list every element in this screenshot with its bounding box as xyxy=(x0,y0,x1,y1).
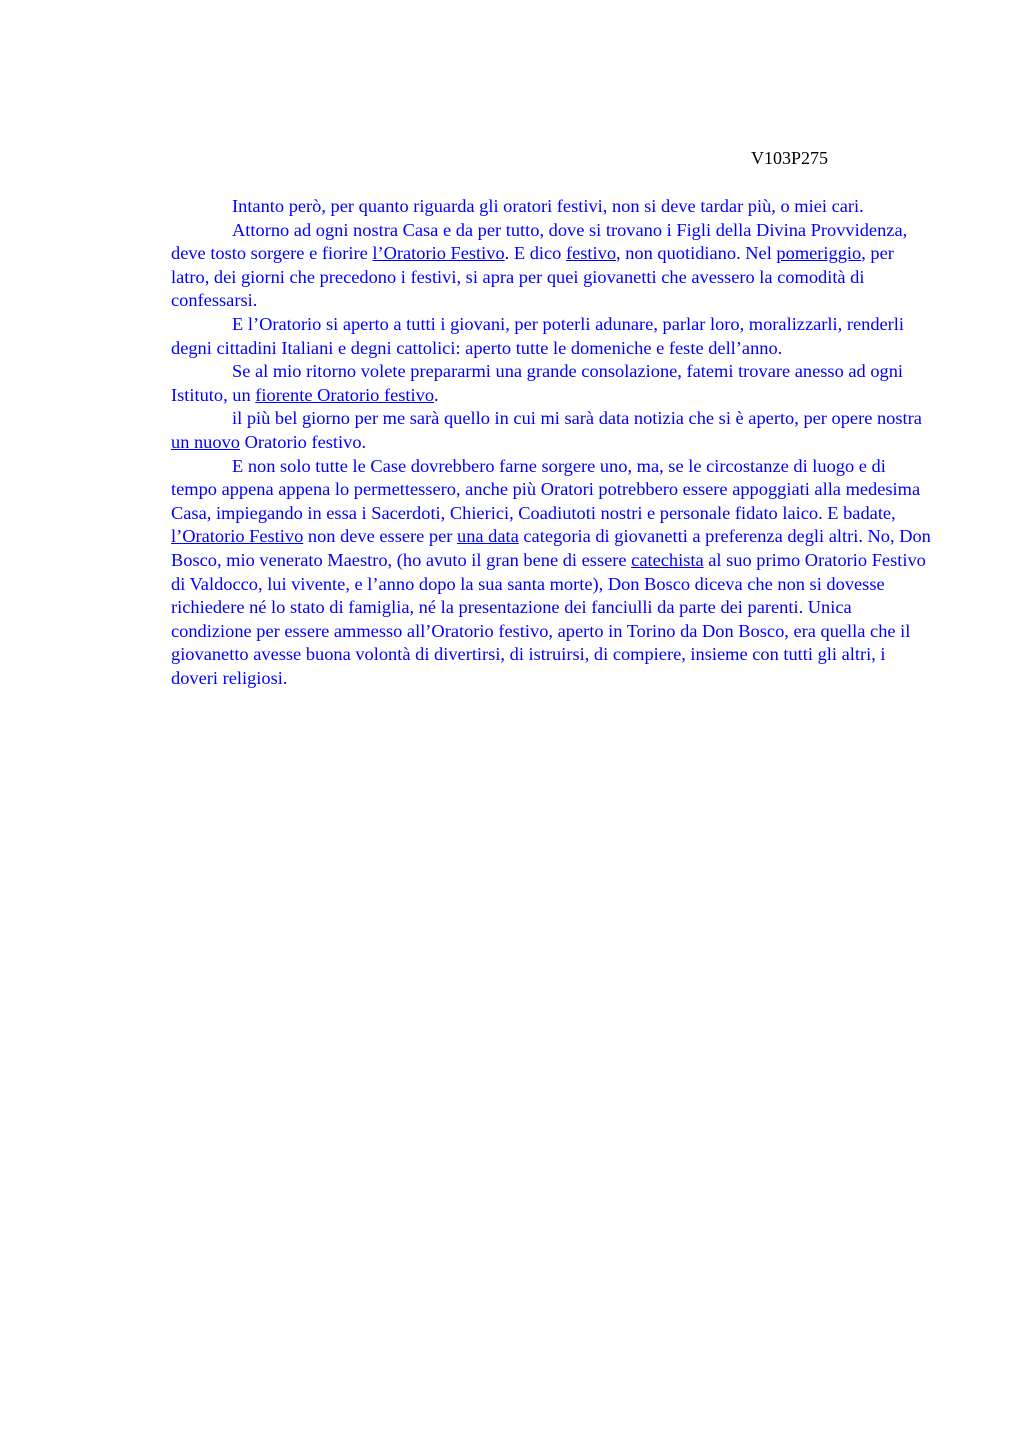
paragraph xyxy=(171,195,931,219)
underlined-text: pomeriggio xyxy=(776,243,862,264)
text-run: . E dico xyxy=(504,243,566,264)
underlined-text: un nuovo xyxy=(171,431,240,452)
underlined-text: una data xyxy=(457,526,519,547)
text-run: al suo primo Oratorio Festivo di Valdocco, lui vivente, e l’anno dopo la sua santa morte), Don Bosco diceva che non si dovesse richiedere né lo stato di famiglia, né la presentazione dei fanciulli da parte dei parenti. Unica condizione per essere ammesso all’Oratorio festivo, aperto in Torino da Don Bosco, era quella che il giovanetto avesse buona volontà di divertirsi, di istruirsi, di compiere, insieme con tutti gli altri, i doveri religiosi. xyxy=(171,549,926,688)
text-run: , per latro, dei giorni che precedono i festivi, si apra per quei giovanetti che avessero la comodità di confessarsi. xyxy=(171,243,894,311)
underlined-text: l’Oratorio Festivo xyxy=(171,526,304,547)
page-identifier: V103P275 xyxy=(751,148,829,168)
underlined-text: fiorente Oratorio festivo xyxy=(255,384,435,405)
paragraph xyxy=(171,313,931,360)
text-run: Oratorio festivo. xyxy=(239,431,367,452)
text-run: Intanto però, per quanto riguarda gli oratori festivi, non si deve tardar più, o miei cari. xyxy=(232,196,864,216)
text-run: . xyxy=(434,384,439,405)
text-run: categoria di giovanetti a preferenza degli altri. No, Don Bosco, mio venerato Maestro, (ho avuto il gran bene di essere xyxy=(171,526,931,570)
paragraph xyxy=(171,455,931,691)
text-run: non deve essere per xyxy=(303,526,457,547)
underlined-text: festivo xyxy=(565,243,617,264)
letter-body xyxy=(171,195,931,690)
paragraph xyxy=(171,219,931,313)
text-run: Attorno ad ogni nostra Casa e da per tutto, dove si trovano i Figli della Divina Provvidenza, deve tosto sorgere e fiorire xyxy=(171,219,908,264)
paragraph xyxy=(171,360,931,407)
text-run: Se al mio ritorno volete prepararmi una grande consolazione, fatemi trovare anesso ad ogni Istituto, un xyxy=(171,361,904,405)
underlined-text: catechista xyxy=(631,549,704,570)
text-run: E non solo tutte le Case dovrebbero farne sorgere uno, ma, se le circostanze di luogo e di tempo appena appena lo permettessero, anche più Oratori potrebbero essere appoggiati alla medesima Casa, impiegando in essa i Sacerdoti, Chierici, Coadiutoti nostri e personale fidato laico. E badate, xyxy=(171,455,921,523)
paragraph xyxy=(171,407,931,454)
text-run: E l’Oratorio si aperto a tutti i giovani, per poterli adunare, parlar loro, moralizzarli, renderli degni cittadini Italiani e degni cattolici: aperto tutte le domeniche e feste dell’anno. xyxy=(171,313,905,358)
text-run: , non quotidiano. Nel xyxy=(616,243,777,264)
text-run: il più bel giorno per me sarà quello in cui mi sarà data notizia che si è aperto, per opere nostra xyxy=(232,408,922,429)
underlined-text: l’Oratorio Festivo xyxy=(372,243,505,264)
